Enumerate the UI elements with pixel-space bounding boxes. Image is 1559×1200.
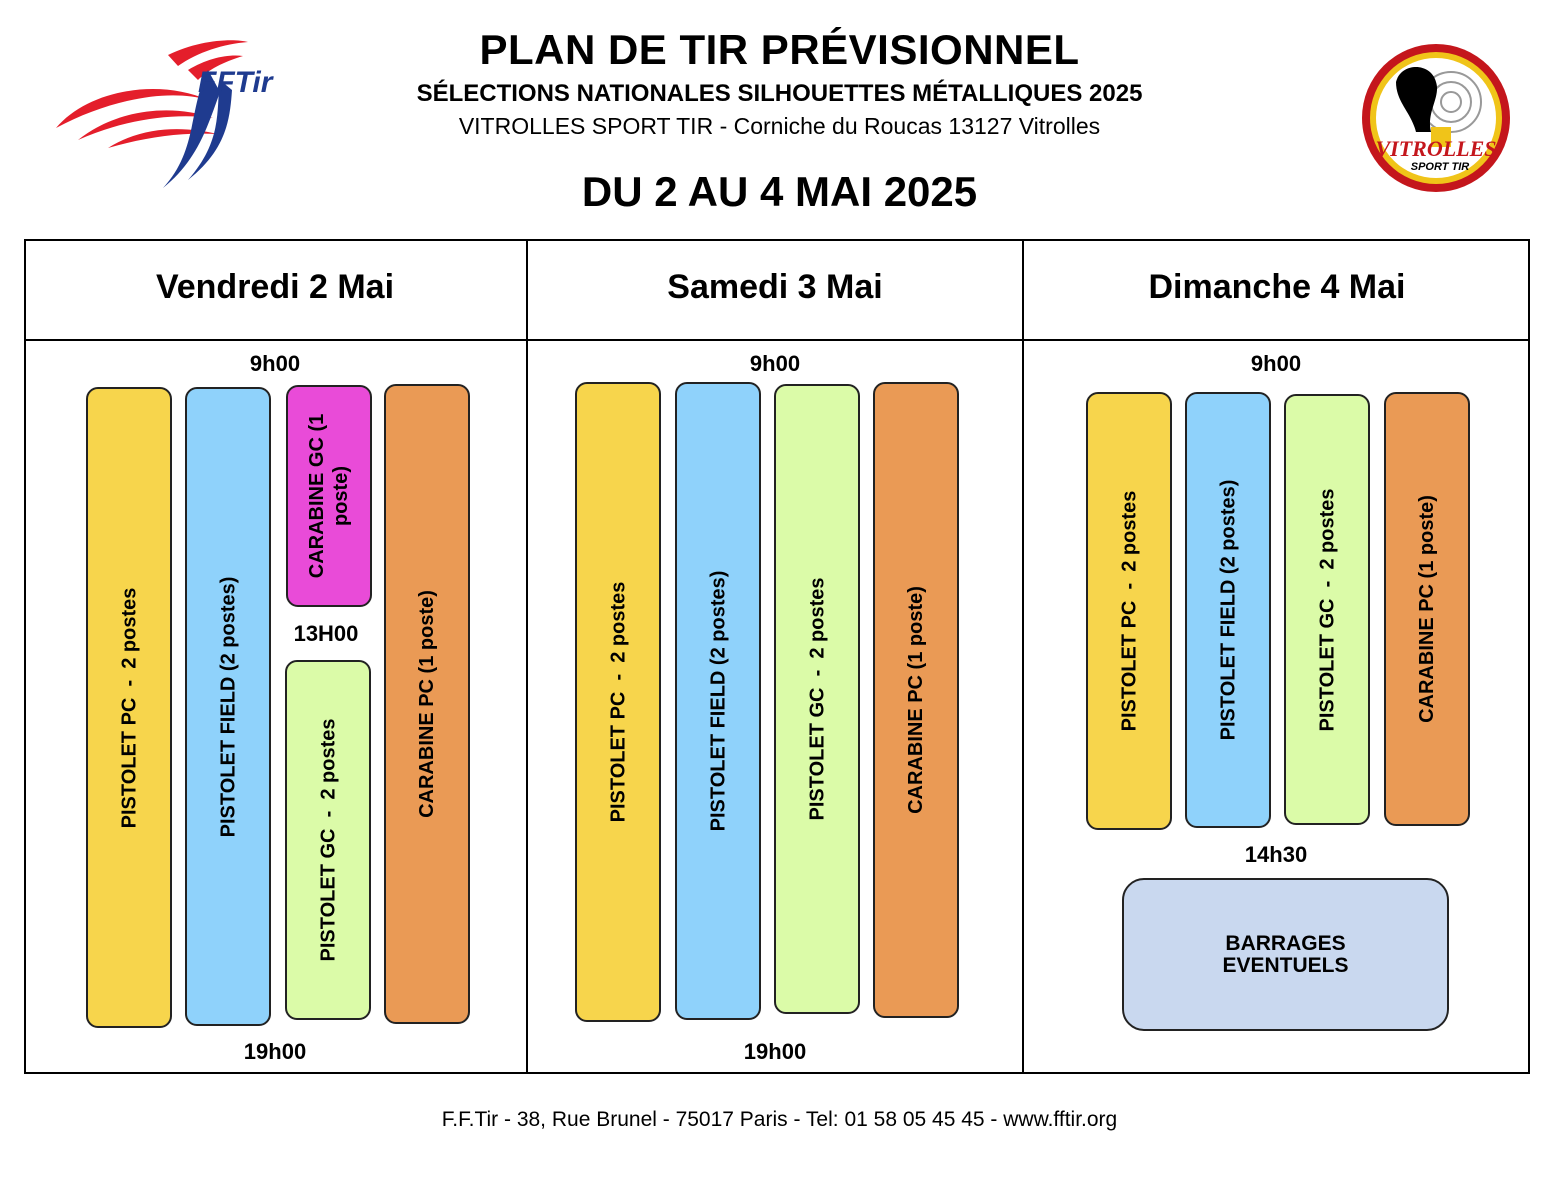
block-label: PISTOLET PC - 2 postes bbox=[118, 587, 141, 828]
saturday-block-pistolet-field bbox=[675, 382, 761, 1020]
friday-block-carabine-pc bbox=[384, 384, 470, 1024]
friday-block-pistolet-pc bbox=[86, 387, 172, 1028]
block-label: CARABINE PC (1 poste) bbox=[416, 590, 439, 818]
fftir-logo-text: FFTir bbox=[198, 66, 273, 99]
column-divider bbox=[1022, 239, 1024, 1074]
block-label: PISTOLET GC - 2 postes bbox=[806, 577, 829, 821]
saturday-block-carabine-pc bbox=[873, 382, 959, 1018]
saturday-block-pistolet-gc bbox=[774, 384, 860, 1014]
footer-contact: F.F.Tir - 38, Rue Brunel - 75017 Paris - Tel: 01 58 05 45 45 - www.fftir.org bbox=[441, 1108, 1118, 1131]
friday-block-pistolet-field bbox=[185, 387, 271, 1026]
block-label: CARABINE PC (1 poste) bbox=[1416, 495, 1439, 723]
column-divider bbox=[526, 239, 528, 1074]
friday-end-time: 19h00 bbox=[243, 1039, 307, 1064]
sunday-block-pistolet-gc bbox=[1284, 394, 1370, 825]
block-label: PISTOLET FIELD (2 postes) bbox=[1217, 479, 1239, 741]
day-header-friday: Vendredi 2 Mai bbox=[155, 268, 395, 306]
block-label: PISTOLET FIELD (2 postes) bbox=[217, 576, 239, 837]
page-title: PLAN DE TIR PRÉVISIONNEL bbox=[479, 26, 1080, 73]
sunday-block-pistolet-pc bbox=[1086, 392, 1172, 830]
friday-start-time: 9h00 bbox=[249, 351, 301, 376]
day-header-saturday: Samedi 3 Mai bbox=[667, 268, 883, 306]
saturday-block-pistolet-pc bbox=[575, 382, 661, 1022]
block-label: PISTOLET GC - 2 postes bbox=[1316, 487, 1339, 732]
sunday-block-carabine-pc bbox=[1384, 392, 1470, 826]
block-label: CARABINE GC (1 poste) bbox=[306, 413, 353, 579]
block-label: PISTOLET GC - 2 postes bbox=[317, 718, 340, 962]
friday-mid-time: 13H00 bbox=[293, 621, 359, 646]
saturday-end-time: 19h00 bbox=[743, 1039, 807, 1064]
block-label: PISTOLET PC - 2 postes bbox=[607, 581, 630, 823]
friday-block-carabine-gc bbox=[286, 385, 372, 607]
block-label: PISTOLET FIELD (2 postes) bbox=[707, 570, 729, 832]
block-label: CARABINE PC (1 poste) bbox=[905, 586, 928, 814]
fftir-logo bbox=[48, 30, 318, 200]
sunday-block-barrages bbox=[1122, 878, 1449, 1031]
friday-block-pistolet-gc bbox=[285, 660, 371, 1020]
sunday-mid-time: 14h30 bbox=[1244, 842, 1308, 867]
venue-address: VITROLLES SPORT TIR - Corniche du Roucas 13127 Vitrolles bbox=[458, 113, 1101, 139]
vitrolles-logo-text: VITROLLES bbox=[1375, 136, 1497, 161]
sunday-start-time: 9h00 bbox=[1250, 351, 1302, 376]
vitrolles-logo-subtext: SPORT TIR bbox=[1410, 161, 1470, 173]
block-label: PISTOLET PC - 2 postes bbox=[1118, 490, 1141, 732]
vitrolles-logo bbox=[1356, 42, 1516, 194]
event-dates: DU 2 AU 4 MAI 2025 bbox=[581, 168, 978, 215]
barrages-label: BARRAGES EVENTUELS bbox=[1222, 931, 1349, 977]
header-divider bbox=[24, 339, 1530, 341]
day-header-sunday: Dimanche 4 Mai bbox=[1148, 268, 1406, 306]
saturday-start-time: 9h00 bbox=[749, 351, 801, 376]
sunday-block-pistolet-field bbox=[1185, 392, 1271, 828]
page-subtitle: SÉLECTIONS NATIONALES SILHOUETTES MÉTALLIQUES 2025 bbox=[416, 80, 1143, 107]
